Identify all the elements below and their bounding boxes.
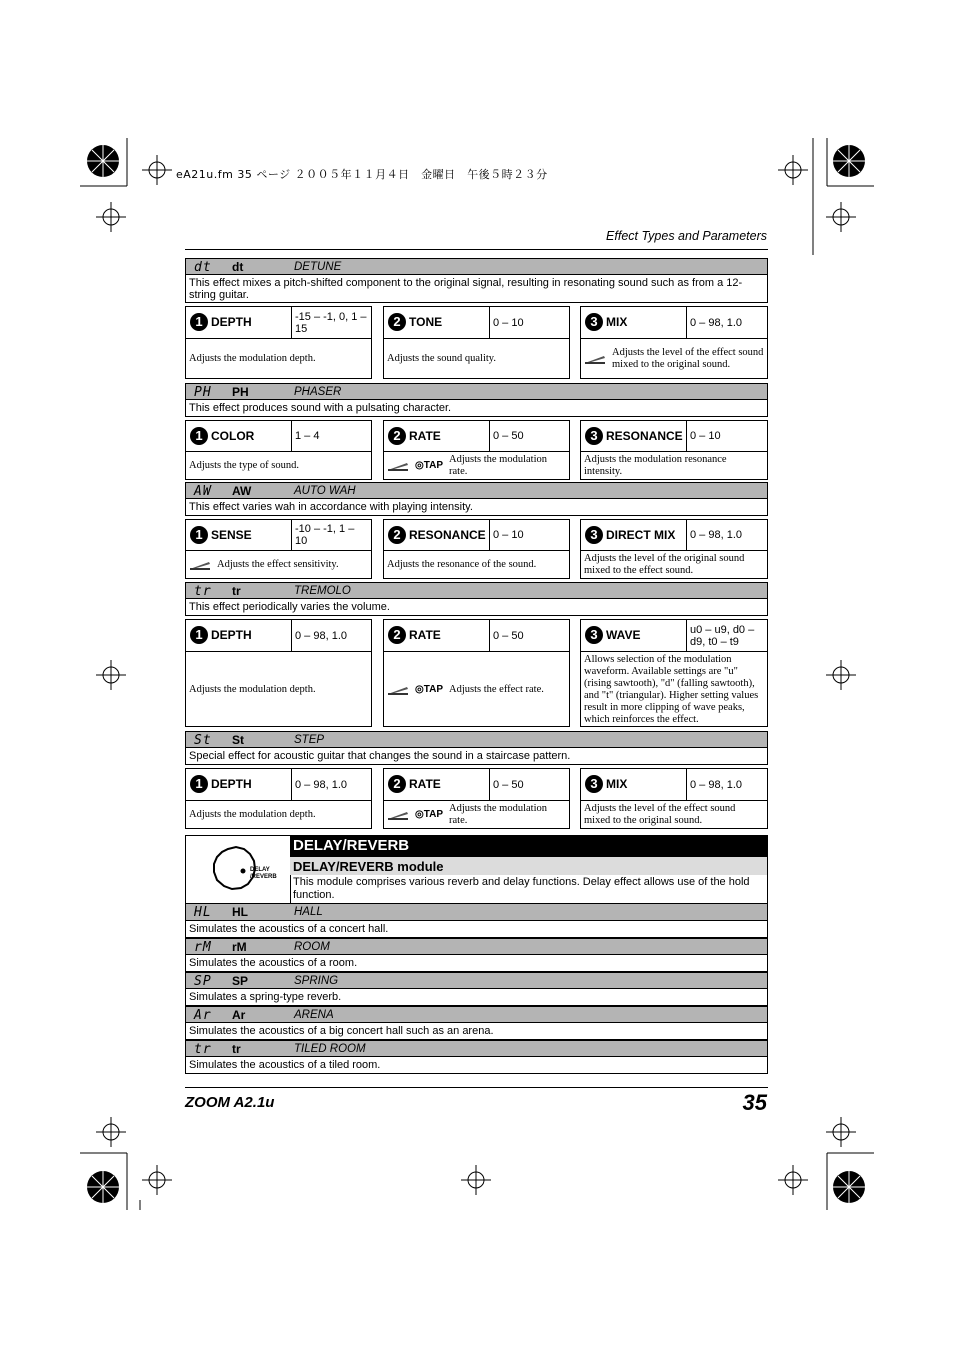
knob-label-delay: DELAY [250, 867, 270, 873]
param-tone [383, 306, 570, 379]
param-description: Adjusts the resonance of the sound. [387, 559, 537, 570]
segment-display-code: PH [194, 385, 212, 400]
param-label [585, 775, 627, 793]
reverb-name: ARENA [294, 1009, 334, 1021]
param-description: Adjusts the sound quality. [387, 353, 496, 364]
header-rule [185, 249, 768, 250]
segment-display-code: rM [194, 940, 212, 955]
effect-description: This effect mixes a pitch-shifted component to the original signal, resulting in resonating sound such as from a 12-string guitar. [185, 275, 768, 303]
segment-display-code: dt [194, 260, 212, 275]
param-label [190, 626, 252, 644]
param-name: RESONANCE [409, 528, 486, 542]
effect-header [185, 482, 768, 499]
param-range: 0 – 98, 1.0 [291, 769, 371, 800]
segment-display-code: tr [194, 584, 212, 599]
expression-pedal-icon [387, 810, 409, 820]
param-row [185, 519, 768, 579]
reverb-header [185, 904, 768, 921]
param-label [585, 313, 627, 331]
effect-code: AW [232, 484, 252, 498]
tap-label: TAP [423, 809, 443, 820]
param-range: 0 – 98, 1.0 [291, 620, 371, 651]
param-description: Adjusts the modulation rate. [449, 454, 547, 477]
param-name: DEPTH [211, 315, 252, 329]
param-body [581, 652, 767, 727]
tap-icon: ◎TAP [415, 809, 443, 820]
effect-name: STEP [294, 734, 325, 746]
page-number: 35 [742, 1090, 767, 1115]
effect-description: This effect varies wah in accordance with playing intensity. [185, 499, 768, 516]
param-name: SENSE [211, 528, 252, 542]
tap-label: TAP [423, 460, 443, 471]
reverb-name: ROOM [294, 941, 330, 953]
param-number-icon: 2 [388, 313, 406, 331]
effect-code: tr [232, 584, 241, 598]
param-rate [383, 420, 570, 480]
param-name: RESONANCE [606, 429, 683, 443]
param-body [384, 801, 569, 829]
segment-display-code: SP [194, 974, 212, 989]
reverb-code: SP [232, 974, 249, 988]
reverb-description: Simulates the acoustics of a big concert hall such as an arena. [185, 1023, 768, 1040]
param-range: u0 – u9, d0 – d9, t0 – t9 [686, 620, 767, 651]
param-label [190, 313, 252, 331]
reverb-header [185, 938, 768, 955]
param-number-icon: 2 [388, 626, 406, 644]
reverb-code: Ar [232, 1008, 246, 1022]
param-description: Adjusts the level of the effect sound mixed to the original sound. [612, 347, 764, 370]
segment-display-code: Ar [194, 1008, 212, 1023]
param-color [185, 420, 372, 480]
tap-icon: ◎TAP [415, 460, 443, 471]
param-number-icon: 3 [585, 313, 603, 331]
effect-code: PH [232, 385, 249, 399]
delay-reverb-title: DELAY/REVERB [290, 836, 767, 857]
param-description: Adjusts the modulation rate. [449, 803, 547, 826]
param-label [585, 626, 640, 644]
reverb-header [185, 1040, 768, 1057]
param-resonance [383, 519, 570, 579]
param-body [384, 452, 569, 480]
param-description: Adjusts the effect rate. [449, 683, 544, 695]
delay-reverb-description: This module comprises various reverb and delay functions. Delay effect allows use of the hold function. [293, 876, 750, 901]
param-name: RATE [409, 628, 441, 642]
param-row [185, 619, 768, 727]
effect-block-tremolo [185, 582, 768, 727]
param-name: DEPTH [211, 777, 252, 791]
reverb-block-room [185, 938, 768, 972]
effect-block-detune [185, 258, 768, 379]
param-row [185, 306, 768, 379]
param-number-icon: 1 [190, 313, 208, 331]
param-body [186, 452, 371, 480]
param-rate [383, 768, 570, 829]
param-label [388, 775, 441, 793]
param-description: Adjusts the type of sound. [189, 460, 299, 471]
param-body [581, 339, 767, 379]
effect-header [185, 731, 768, 748]
param-body [581, 452, 767, 480]
param-body [186, 339, 371, 379]
param-description: Adjusts the modulation depth. [189, 809, 316, 820]
expression-pedal-icon [189, 560, 211, 570]
param-body [581, 551, 767, 579]
param-mix [580, 768, 768, 829]
param-label [388, 427, 441, 445]
expression-pedal-icon [387, 685, 409, 695]
segment-display-code: HL [194, 905, 212, 920]
param-range: 0 – 50 [489, 620, 569, 651]
param-label [388, 526, 486, 544]
effect-description: This effect periodically varies the volume. [185, 599, 768, 616]
param-description: Allows selection of the modulation waveform. Available settings are "u" (rising sawtooth), "d" (falling sawtooth), and "t" (triangular). Higher setting values result in more clipping of wave peaks, which reinforces the effect. [584, 653, 759, 725]
param-range: 0 – 10 [489, 520, 569, 550]
param-mix [580, 306, 768, 379]
delay-reverb-module-label: DELAY/REVERB module [290, 857, 767, 875]
param-range: -10 – -1, 1 – 10 [291, 520, 371, 550]
param-description: Adjusts the modulation depth. [189, 683, 316, 695]
param-depth [185, 619, 372, 727]
section-title: Effect Types and Parameters [606, 229, 767, 243]
effect-name: AUTO WAH [294, 485, 356, 497]
param-number-icon: 2 [388, 427, 406, 445]
param-number-icon: 2 [388, 775, 406, 793]
reverb-block-hall [185, 904, 768, 938]
param-name: COLOR [211, 429, 255, 443]
param-body [384, 339, 569, 379]
reverb-block-arena [185, 1006, 768, 1040]
knob-label-reverb: /REVERB [250, 874, 277, 880]
param-name: DIRECT MIX [606, 528, 676, 542]
effect-code: St [232, 733, 244, 747]
param-range: -15 – -1, 0, 1 – 15 [291, 307, 371, 338]
param-number-icon: 3 [585, 775, 603, 793]
param-description: Adjusts the modulation depth. [189, 353, 316, 364]
reverb-description: Simulates the acoustics of a room. [185, 955, 768, 972]
param-name: RATE [409, 777, 441, 791]
reverb-description: Simulates the acoustics of a tiled room. [185, 1057, 768, 1074]
effect-name: TREMOLO [294, 585, 351, 597]
param-description: Adjusts the level of the effect sound mixed to the original sound. [584, 803, 736, 826]
param-number-icon: 1 [190, 775, 208, 793]
effect-name: PHASER [294, 386, 342, 398]
param-number-icon: 2 [388, 526, 406, 544]
tap-label: TAP [423, 683, 443, 695]
param-name: WAVE [606, 628, 641, 642]
effect-code: dt [232, 260, 244, 274]
effect-block-phaser [185, 383, 768, 480]
param-number-icon: 3 [585, 626, 603, 644]
footer-model: ZOOM A2.1u [185, 1094, 275, 1111]
tap-icon: ◎TAP [415, 683, 443, 695]
param-name: RATE [409, 429, 441, 443]
param-description: Adjusts the level of the original sound mixed to the effect sound. [584, 553, 745, 576]
reverb-code: tr [232, 1042, 241, 1056]
param-depth [185, 768, 372, 829]
reverb-description: Simulates a spring-type reverb. [185, 989, 768, 1006]
param-range: 0 – 50 [489, 421, 569, 451]
delay-reverb-module [185, 835, 768, 904]
param-sense [185, 519, 372, 579]
reverb-code: rM [232, 940, 247, 954]
expression-pedal-icon [387, 461, 409, 471]
reverb-code: HL [232, 905, 248, 919]
footer-rule [185, 1087, 768, 1088]
param-label [388, 313, 442, 331]
segment-display-code: St [194, 733, 212, 748]
effect-description: Special effect for acoustic guitar that changes the sound in a staircase pattern. [185, 748, 768, 765]
reverb-header [185, 1006, 768, 1023]
param-row [185, 768, 768, 829]
param-body [186, 551, 371, 579]
knob-cell [186, 836, 291, 903]
effect-name: DETUNE [294, 261, 342, 273]
reverb-description: Simulates the acoustics of a concert hall. [185, 921, 768, 938]
param-label [190, 427, 254, 445]
effect-header [185, 258, 768, 275]
param-range: 0 – 10 [686, 421, 767, 451]
reverb-header [185, 972, 768, 989]
effect-description: This effect produces sound with a pulsating character. [185, 400, 768, 417]
reverb-name: HALL [294, 906, 323, 918]
param-number-icon: 1 [190, 626, 208, 644]
segment-display-code: AW [194, 484, 212, 499]
param-body [186, 801, 371, 829]
reverb-name: SPRING [294, 975, 339, 987]
expression-pedal-icon [584, 354, 606, 364]
param-number-icon: 1 [190, 526, 208, 544]
segment-display-code: tr [194, 1042, 212, 1057]
module-knob-icon [186, 836, 290, 903]
print-header: eA21u.fm 35 ページ ２００５年１１月４日 金曜日 午後５時２３分 [176, 168, 548, 181]
param-resonance [580, 420, 768, 480]
param-body [581, 801, 767, 829]
param-body [384, 551, 569, 579]
param-range: 0 – 98, 1.0 [686, 307, 767, 338]
param-description: Adjusts the modulation resonance intensity. [584, 454, 727, 477]
reverb-block-tiled-room [185, 1040, 768, 1074]
reverb-name: TILED ROOM [294, 1043, 366, 1055]
param-row [185, 420, 768, 480]
param-body [384, 652, 569, 727]
effect-block-step [185, 731, 768, 829]
reverb-block-spring [185, 972, 768, 1006]
param-label [585, 526, 675, 544]
param-wave [580, 619, 768, 727]
param-range: 0 – 98, 1.0 [686, 520, 767, 550]
param-direct-mix [580, 519, 768, 579]
effect-block-auto-wah [185, 482, 768, 579]
param-range: 0 – 98, 1.0 [686, 769, 767, 800]
param-range: 0 – 10 [489, 307, 569, 338]
param-name: MIX [606, 777, 628, 791]
param-name: MIX [606, 315, 628, 329]
param-number-icon: 1 [190, 427, 208, 445]
param-number-icon: 3 [585, 427, 603, 445]
param-label [190, 526, 252, 544]
param-number-icon: 3 [585, 526, 603, 544]
param-depth [185, 306, 372, 379]
param-name: TONE [409, 315, 443, 329]
param-range: 0 – 50 [489, 769, 569, 800]
effect-header [185, 582, 768, 599]
param-label [585, 427, 683, 445]
param-name: DEPTH [211, 628, 252, 642]
param-range: 1 – 4 [291, 421, 371, 451]
param-body [186, 652, 371, 727]
param-rate [383, 619, 570, 727]
param-description: Adjusts the effect sensitivity. [217, 559, 339, 570]
param-label [388, 626, 441, 644]
param-label [190, 775, 252, 793]
effect-header [185, 383, 768, 400]
